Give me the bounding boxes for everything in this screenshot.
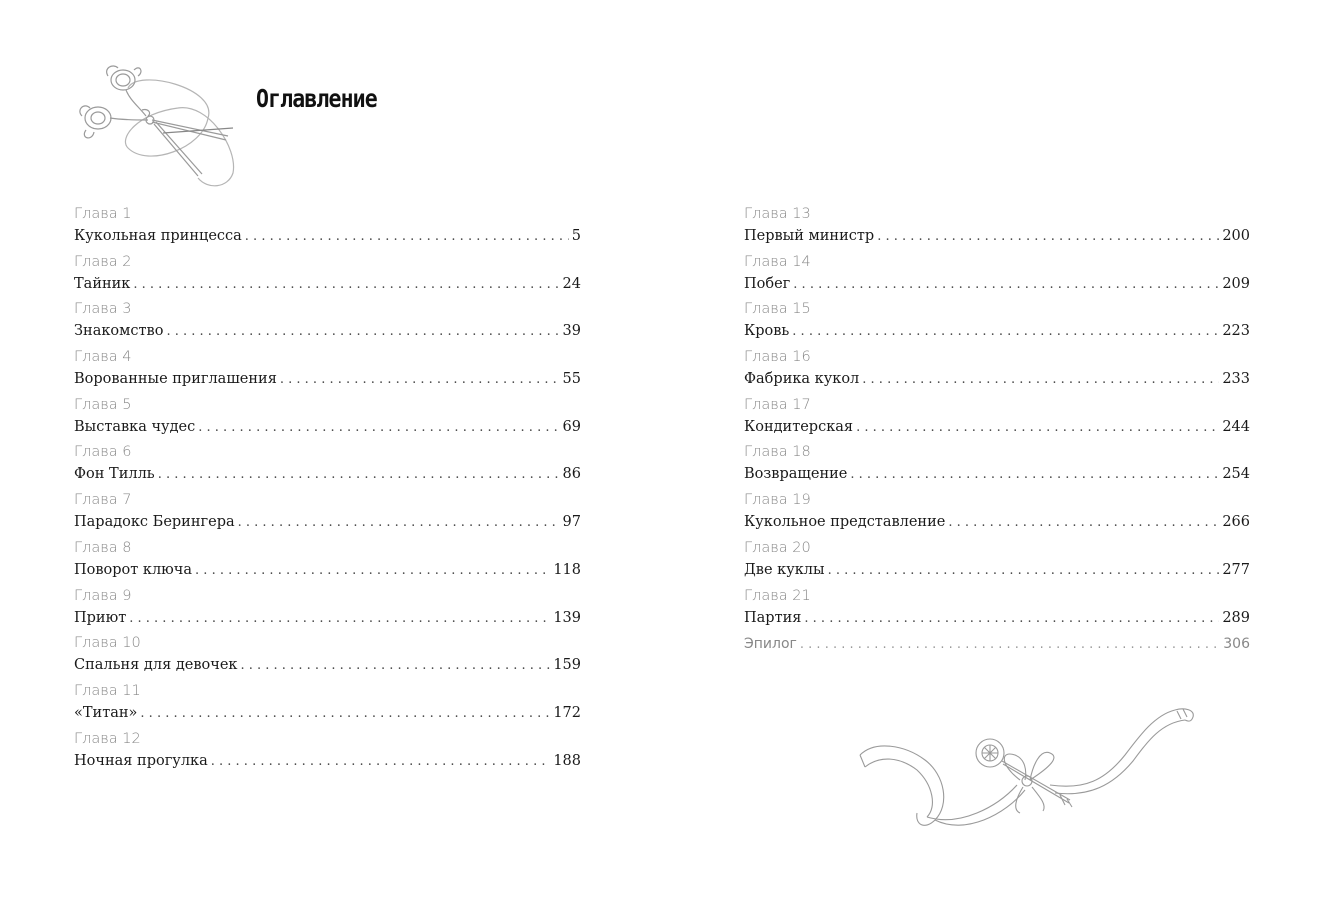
chapter-title: Кукольная принцесса (74, 228, 242, 244)
chapter-label: Глава 18 (744, 444, 811, 461)
chapter-title-row (74, 321, 581, 342)
chapter-label: Глава 16 (744, 349, 811, 366)
chapter-title-row (74, 464, 581, 485)
chapter-title: Кукольное представление (744, 514, 946, 531)
page-number: 233 (1222, 371, 1250, 388)
scissors-icon (68, 58, 248, 193)
chapter-title-row (744, 512, 1250, 533)
toc-entry[interactable] (74, 348, 581, 396)
page-number: 24 (562, 275, 581, 292)
chapter-title-row (744, 274, 1250, 295)
chapter-label: Глава 19 (744, 492, 811, 509)
chapter-title: Кондитерская (744, 418, 854, 435)
page-number: 159 (553, 657, 581, 674)
page-number: 188 (553, 752, 581, 769)
chapter-title-row (744, 369, 1250, 390)
chapter-label: Глава 11 (74, 682, 141, 699)
chapter-title-row (744, 417, 1250, 438)
page-number: 266 (1222, 514, 1250, 531)
chapter-label: Глава 10 (74, 635, 141, 652)
leader-dots (140, 704, 550, 724)
toc-entry[interactable] (744, 539, 1250, 587)
leader-dots (280, 370, 560, 390)
chapter-label: Глава 14 (744, 253, 811, 270)
leader-dots (195, 561, 550, 581)
leader-dots (129, 609, 550, 629)
toc-entry[interactable] (74, 300, 581, 348)
chapter-label: Глава 9 (74, 587, 132, 604)
toc-entry[interactable] (74, 491, 581, 539)
chapter-title: Знакомство (74, 323, 164, 340)
leader-dots (804, 609, 1219, 629)
chapter-label: Глава 21 (744, 587, 811, 604)
toc-entry[interactable] (74, 539, 581, 587)
page-number: 139 (553, 609, 581, 626)
ribbon-key-icon (855, 695, 1200, 835)
leader-dots (828, 561, 1220, 581)
leader-dots (792, 322, 1219, 342)
page-number: 289 (1222, 609, 1250, 626)
page-title: Оглавление (256, 84, 377, 113)
toc-entry[interactable] (744, 253, 1250, 301)
chapter-title: Выставка чудес (74, 418, 196, 435)
chapter-title: Тайник (74, 275, 131, 292)
toc-entry-epilog[interactable] (744, 634, 1250, 682)
leader-dots (166, 322, 559, 342)
toc-entry[interactable] (744, 396, 1250, 444)
toc-entry[interactable] (74, 682, 581, 730)
page-number: 97 (562, 514, 581, 531)
chapter-title: Приют (74, 609, 127, 626)
toc-column-right (744, 205, 1250, 682)
chapter-title-row (74, 655, 581, 676)
toc-entry[interactable] (74, 396, 581, 444)
chapter-title-row (74, 751, 581, 772)
leader-dots (238, 513, 560, 533)
toc-entry[interactable] (74, 443, 581, 491)
chapter-title-row (74, 512, 581, 533)
leader-dots (793, 275, 1219, 295)
toc-entry[interactable] (744, 348, 1250, 396)
chapter-title: Возвращение (744, 466, 848, 483)
epilog-page-number: 306 (1223, 636, 1250, 653)
chapter-label: Глава 4 (74, 349, 132, 366)
leader-dots (198, 418, 559, 438)
chapter-title: Ворованные приглашения (74, 371, 277, 388)
page-number: 209 (1222, 275, 1250, 292)
toc-entry[interactable] (74, 587, 581, 635)
toc-entry[interactable] (744, 205, 1250, 253)
chapter-label: Глава 2 (74, 253, 132, 270)
leader-dots (158, 465, 560, 485)
chapter-label: Глава 17 (744, 396, 811, 413)
chapter-label: Глава 15 (744, 301, 811, 318)
chapter-title-row (74, 608, 581, 629)
chapter-title: Партия (744, 609, 802, 626)
chapter-title: Парадокс Берингера (74, 514, 235, 531)
toc-entry[interactable] (74, 730, 581, 778)
leader-dots (862, 370, 1219, 390)
page-number: 69 (562, 418, 581, 435)
leader-dots (240, 656, 550, 676)
toc-entry[interactable] (744, 491, 1250, 539)
page-number: 223 (1222, 323, 1250, 340)
leader-dots (856, 418, 1219, 438)
chapter-label: Глава 7 (74, 492, 132, 509)
chapter-label: Глава 5 (74, 396, 132, 413)
toc-entry[interactable] (74, 205, 581, 253)
chapter-title: Кровь (744, 323, 790, 340)
page-number: 200 (1222, 228, 1250, 244)
page-number: 55 (562, 371, 581, 388)
page-number: 39 (562, 323, 581, 340)
chapter-title: «Титан» (74, 704, 138, 721)
leader-dots (245, 227, 569, 247)
chapter-title: Спальня для девочек (74, 657, 238, 674)
chapter-title-row (744, 226, 1250, 247)
leader-dots (948, 513, 1219, 533)
chapter-title: Фон Тилль (74, 466, 155, 483)
chapter-title-row (74, 703, 581, 724)
page-number: 254 (1222, 466, 1250, 483)
toc-entry[interactable] (744, 443, 1250, 491)
toc-entry[interactable] (74, 253, 581, 301)
page-number: 244 (1222, 418, 1250, 435)
toc-entry[interactable] (74, 634, 581, 682)
page-number: 172 (553, 704, 581, 721)
chapter-title-row (74, 226, 581, 247)
page-number: 86 (562, 466, 581, 483)
chapter-title: Две куклы (744, 561, 825, 578)
chapter-title: Побег (744, 275, 791, 292)
chapter-title: Ночная прогулка (74, 752, 208, 769)
chapter-title-row (744, 321, 1250, 342)
epilog-title: Эпилог (744, 636, 797, 653)
chapter-label: Глава 1 (74, 206, 132, 222)
page-number: 277 (1222, 561, 1250, 578)
page-number: 5 (571, 228, 581, 244)
chapter-title: Фабрика кукол (744, 371, 860, 388)
toc-entry[interactable] (744, 300, 1250, 348)
leader-dots (211, 752, 551, 772)
leader-dots (850, 465, 1219, 485)
chapter-title: Первый министр (744, 228, 875, 244)
chapter-title-row (744, 464, 1250, 485)
chapter-title: Поворот ключа (74, 561, 193, 578)
toc-column-left (74, 205, 581, 777)
page-number: 118 (553, 561, 581, 578)
leader-dots (877, 227, 1219, 247)
chapter-title-row (744, 560, 1250, 581)
chapter-title-row (74, 417, 581, 438)
leader-dots (133, 275, 559, 295)
chapter-label: Глава 12 (74, 730, 141, 747)
chapter-title-row (74, 274, 581, 295)
chapter-label: Глава 20 (744, 539, 811, 556)
chapter-title-row (74, 560, 581, 581)
chapter-title-row (744, 608, 1250, 629)
chapter-label: Глава 13 (744, 206, 811, 222)
chapter-label: Глава 8 (74, 539, 132, 556)
toc-entry[interactable] (744, 587, 1250, 635)
chapter-label: Глава 6 (74, 444, 132, 461)
chapter-label: Глава 3 (74, 301, 132, 318)
chapter-title-row (74, 369, 581, 390)
leader-dots (800, 635, 1220, 655)
